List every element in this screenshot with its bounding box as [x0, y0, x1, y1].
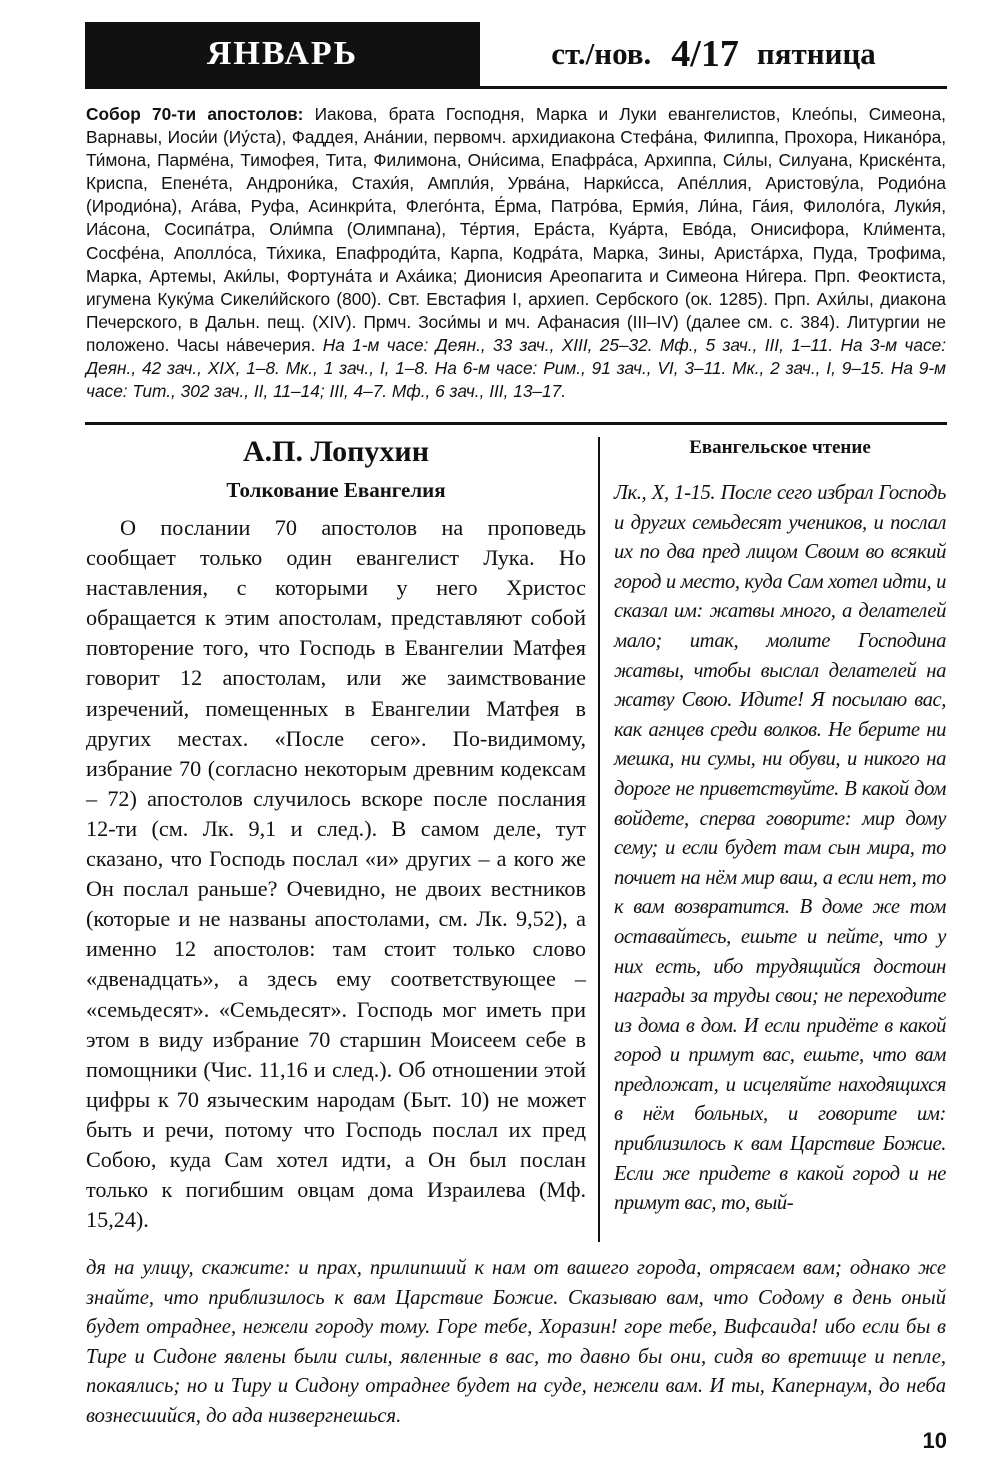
commentary-title: Толкование Евангелия	[226, 478, 446, 502]
commentary-author: А.П. Лопухин	[243, 435, 429, 468]
commentary-column	[86, 432, 586, 1235]
saints-list: Иакова, брата Господня, Марка и Луки евангелистов, Клео́пы, Симеона, Варнавы, Иоси́и (Иу́ста), Фаддея, Ана́нии, первомч. архидиакона Стефа́на, Филиппа, Прохора, Никано́ра, Ти́мона, Парме́на, Тимофея, Тита, Филимона, Они́сима, Епафра́са, Архиппа, Си́лы, Силуана, Криске́нта, Криспа, Епене́та, Андрони́ка, Стахи́я, Ампли́я, Урва́на, Нарки́сса, Апе́ллия, Аристову́ла, Родио́на (Иродио́на), Ага́ва, Руфа, Асинкри́та, Флего́нта, Е́рма, Патро́ва, Ерми́я, Ли́на, Га́ия, Филоло́га, Луки́я, Иа́сона, Сосипа́тра, Оли́мпа (Олимпана), Те́ртия, Ера́ста, Куа́рта, Ево́да, Онисифора, Кли́мента, Сосфе́на, Аполло́са, Ти́хика, Епафроди́та, Карпа, Кодра́та, Марка, Зины, Аристáрха, Пуда, Трофима, Марка, Артемы, Аки́лы, Фортуна́та и Аха́ика; Дионисия Ареопагита и Симеона Ни́гера. Прп. Феоктиста, игумена Куку́ма Сикели́йского (800). Свт. Евстафия I, архиеп. Сербского (ок. 1285). Прп. Ахи́лы, диакона Печерского, в Дальн. пещ. (XIV). Прмч. Зоси́мы и мч. Афанасия (III–IV) (далее см. с. 384).	[86, 104, 946, 332]
hours-readings: На 1-м часе: Деян., 33 зач., XIII, 25–32. Мф., 5 зач., III, 1–11. На 3-м часе: Деян., 42 зач., XIX, 1–8. Мк., 1 зач., I, 1–8. На 6-м часе: Рим., 91 зач., VI, 3–11. Мк., 2 зач., I, 9–15. На 9-м часе: Тит., 302 зач., II, 11–14; III, 4–7. Мф., 6 зач., III, 13–17.	[86, 334, 946, 402]
column-divider	[598, 437, 600, 1242]
gospel-continuation: дя на улицу, скажите: и прах, прилипший к нам от вашего города, отрясаем вам; однако же знайте, что приблизилось к вам Царствие Божие. Сказываю вам, что Содому в день оный будет отраднее, нежели городу тому. Горе тебе, Хоразин! горе тебе, Вифсаида! ибо если бы в Тире и Сидоне явлены были силы, явленные в вас, то давно бы они, сидя во вретище и пепле, покаялись; но и Тиру и Сидону отраднее будет на суде, нежели вам. И ты, Капернаум, до неба вознесшийся, до ада низвергнешься.	[86, 1257, 946, 1427]
calendar-style: ст./нов.	[551, 36, 652, 71]
commentary-text: О послании 70 апостолов на проповедь сообщает только один евангелист Лука. Но наставления, с которыми у него Христос обращается к этим апостолам, представляют собой повторение того, что Господь в Евангелии Матфея говорит 12 апостолам, или же заимствование изречений, помещенных в Евангелии Матфея в других местах. «После сего». По-видимому, избрание 70 (согласно некоторым древним кодексам – 72) апостолов случилось вскоре после послания 12-ти (см. Лк. 9,1 и след.). В самом деле, тут сказано, что Господь послал «и» других – а кого же Он послал раньше? Очевидно, не двоих вестников (которые и не названы апостолами, см. Лк. 9,52), а именно 12 апостолов: там стоит только слово «двенадцать», а здесь ему соответствующее – «семьдесят». «Семьдесят». Господь мог иметь при этом в виду избрание 70 старшин Моисеем себе в помощники (Чис. 11,16 и след.). Об отношении этой цифры к 70 языческим народам (Быт. 10) не может быть и речи, потому что Господь послал их пред Собою, куда Сам хотел идти, а Он был послан только к погибшим овцам дома Израилева (Мф. 15,24).	[86, 515, 586, 1233]
month-title: ЯНВАРЬ	[206, 35, 359, 72]
gospel-column	[614, 432, 946, 1219]
gospel-text: Лк., X, 1-15. После сего избрал Господь и других семьдесят учеников, и послал их по два пред лицом Своим во всякий город и место, куда Сам хотел идти, и сказал им: жатвы много, а делателей мало; итак, молите Господина жатвы, чтобы выслал делателей на жатву Свою. Идите! Я посылаю вас, как агнцев среди волков. Не берите ни мешка, ни сумы, ни обуви, и никого на дороге не приветствуйте. В какой дом войдете, сперва говорите: мир дому сему; и если будет там сын мира, то почиет на нём мир ваш, а если нет, то к вам возвратится. В доме же том оставайтесь, ешьте и пейте, что у них есть, ибо трудящийся достоин награды за труды свои; не переходите из дома в дом. И если придёте в какой город и примут вас, ешьте, что вам предложат, и исцеляйте находящихся в нём больных, и говорите им: приблизилось к вам Царствие Божие. Если же придете в какой город и не примут вас, то, вый-	[614, 482, 946, 1215]
gospel-heading: Евангельское чтение	[689, 437, 871, 458]
saints-lead: Собор 70-ти апостолов:	[86, 104, 304, 124]
saints-divider	[85, 422, 947, 425]
month-banner	[85, 22, 480, 86]
service-note: Литургии не положено. Часы на́вечерия.	[86, 311, 946, 355]
weekday-label: пятница	[756, 36, 876, 71]
date-header	[480, 22, 947, 86]
saints-of-the-day	[86, 103, 946, 403]
date-label: 4/17	[671, 33, 739, 75]
header-divider	[85, 86, 947, 89]
page-number: 10	[922, 1428, 947, 1453]
